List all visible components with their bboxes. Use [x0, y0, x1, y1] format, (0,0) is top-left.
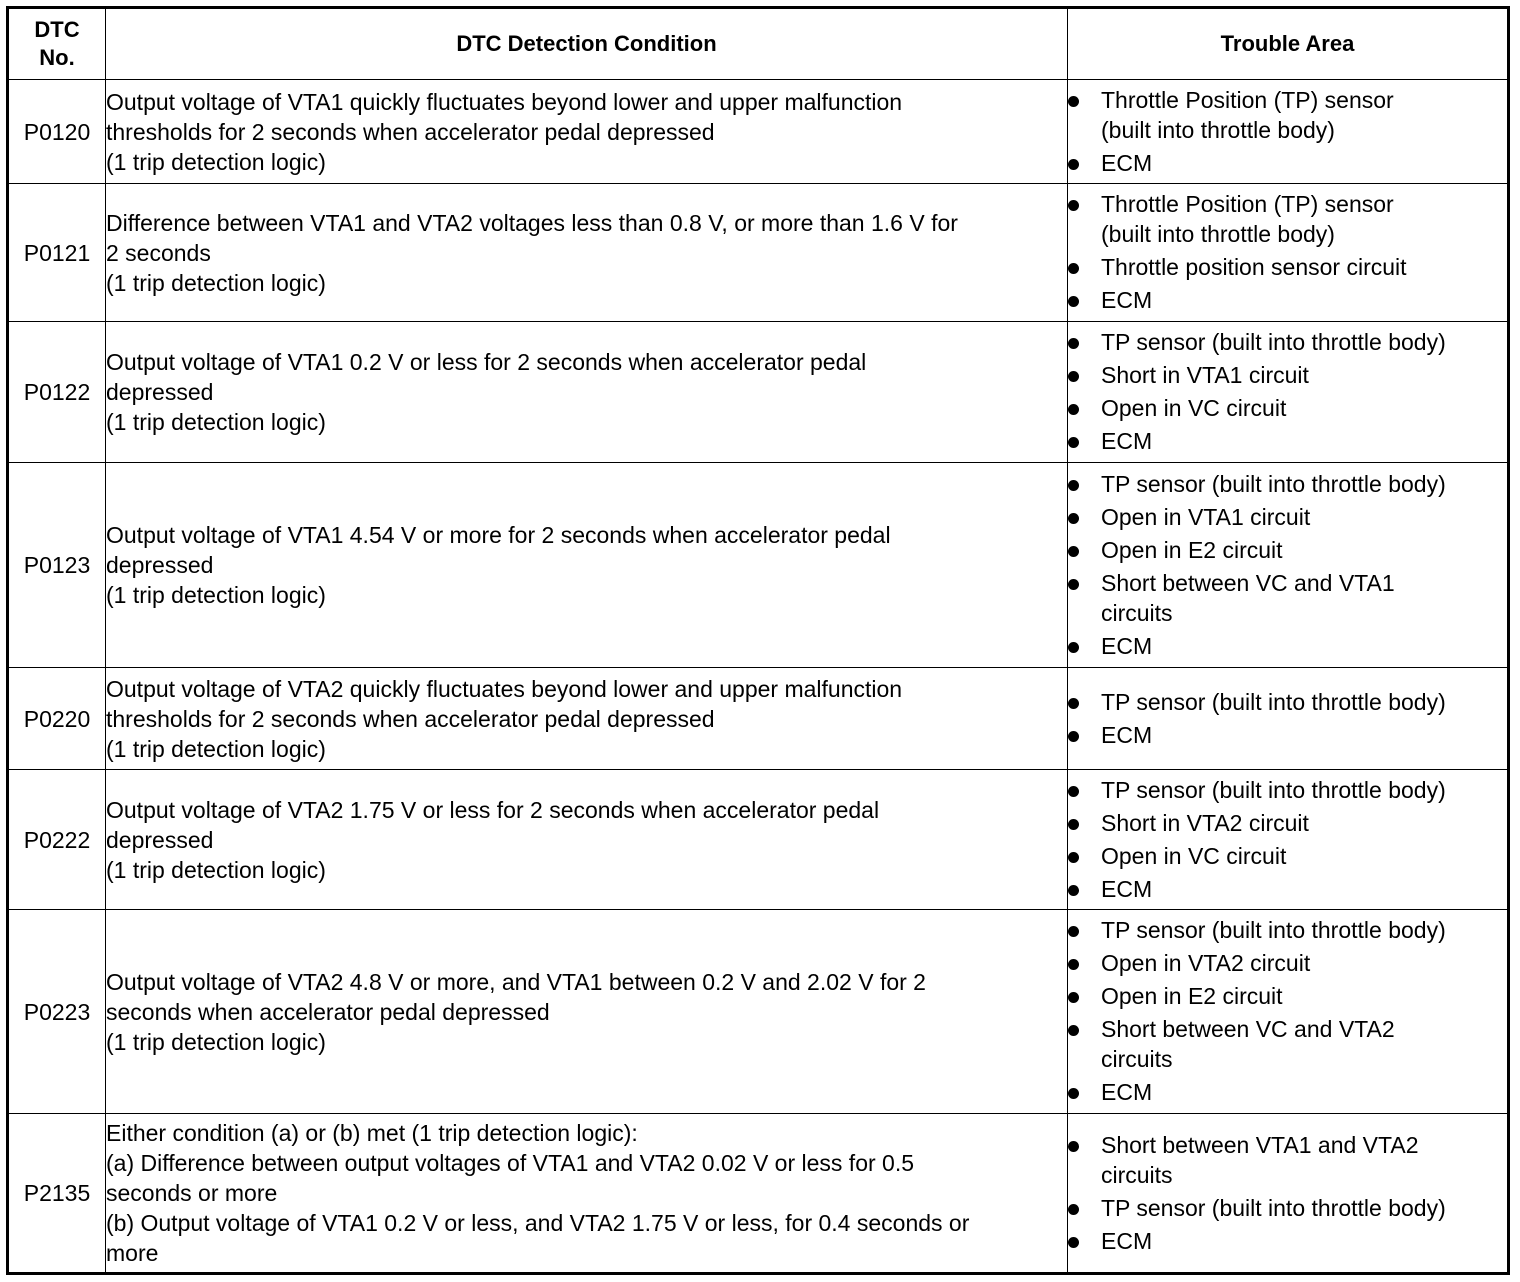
table-row [8, 463, 1509, 668]
trouble-area-text: ECM [1101, 632, 1153, 659]
list-item [1068, 1193, 1507, 1223]
bullet-icon [1068, 1237, 1079, 1248]
condition-line: (1 trip detection logic) [106, 269, 326, 296]
list-item [1068, 808, 1507, 838]
dtc-code: P0122 [8, 322, 106, 463]
bullet-icon [1068, 1025, 1079, 1036]
condition-line: (1 trip detection logic) [106, 735, 326, 762]
list-item [1068, 1077, 1507, 1107]
trouble-area-list [1068, 469, 1507, 661]
trouble-area [1068, 80, 1509, 184]
trouble-area-text: Open in VC circuit [1101, 395, 1287, 421]
trouble-area-text: TP sensor (built into throttle body) [1101, 329, 1446, 355]
trouble-area [1068, 910, 1509, 1114]
bullet-icon [1068, 263, 1079, 274]
trouble-area-text: circuits [1101, 1046, 1173, 1072]
trouble-area-list [1068, 1130, 1507, 1256]
list-item [1068, 502, 1507, 532]
list-item [1068, 568, 1507, 628]
table-row [8, 910, 1509, 1114]
list-item [1068, 841, 1507, 871]
detection-condition [106, 770, 1068, 910]
table-body [8, 80, 1509, 1274]
header-dtc-line2: No. [39, 45, 75, 70]
detection-condition [106, 910, 1068, 1114]
condition-line: thresholds for 2 seconds when accelerator pedal depressed [106, 118, 715, 145]
trouble-area-list [1068, 775, 1507, 904]
trouble-area-text: (built into throttle body) [1101, 221, 1335, 247]
trouble-area-text: TP sensor (built into throttle body) [1101, 917, 1446, 943]
trouble-area-list [1068, 915, 1507, 1107]
trouble-area-text: Open in E2 circuit [1101, 536, 1283, 563]
list-item [1068, 981, 1507, 1011]
condition-line: Output voltage of VTA2 quickly fluctuates beyond lower and upper malfunction [106, 675, 903, 702]
trouble-area-text: Open in E2 circuit [1101, 983, 1283, 1009]
bullet-icon [1068, 1088, 1079, 1099]
condition-line: Output voltage of VTA1 4.54 V or more for 2 seconds when accelerator pedal [106, 522, 891, 548]
condition-line: seconds when accelerator pedal depressed [106, 998, 550, 1025]
header-dtc-line1: DTC [34, 17, 80, 42]
trouble-area-text: ECM [1101, 875, 1153, 902]
bullet-icon [1068, 200, 1079, 211]
trouble-area-text: TP sensor (built into throttle body) [1101, 688, 1446, 715]
trouble-area-text: ECM [1101, 721, 1153, 748]
bullet-icon [1068, 371, 1079, 382]
trouble-area-text: ECM [1101, 428, 1153, 454]
condition-line: Either condition (a) or (b) met (1 trip detection logic): [106, 1120, 638, 1146]
list-item [1068, 469, 1507, 499]
header-trouble-area: Trouble Area [1068, 8, 1509, 80]
trouble-area-text: TP sensor (built into throttle body) [1101, 470, 1446, 497]
bullet-icon [1068, 159, 1079, 170]
condition-line: (b) Output voltage of VTA1 0.2 V or less, and VTA2 1.75 V or less, for 0.4 seconds or [106, 1210, 970, 1236]
table-row [8, 80, 1509, 184]
trouble-area [1068, 184, 1509, 322]
header-condition: DTC Detection Condition [106, 8, 1068, 80]
trouble-area-text: ECM [1101, 1227, 1153, 1254]
condition-line: thresholds for 2 seconds when accelerator pedal depressed [106, 705, 715, 732]
detection-condition [106, 463, 1068, 668]
dtc-code: P0121 [8, 184, 106, 322]
list-item [1068, 948, 1507, 978]
condition-line: depressed [106, 379, 214, 405]
bullet-icon [1068, 96, 1079, 107]
condition-line: Difference between VTA1 and VTA2 voltages less than 0.8 V, or more than 1.6 V for [106, 209, 958, 236]
bullet-icon [1068, 338, 1079, 349]
trouble-area [1068, 1114, 1509, 1274]
trouble-area [1068, 322, 1509, 463]
list-item [1068, 1014, 1507, 1074]
condition-line: seconds or more [106, 1180, 278, 1206]
bullet-icon [1068, 819, 1079, 830]
condition-line: (1 trip detection logic) [106, 148, 326, 175]
dtc-code: P0123 [8, 463, 106, 668]
condition-line: (a) Difference between output voltages of VTA1 and VTA2 0.02 V or less for 0.5 [106, 1150, 915, 1176]
condition-line: (1 trip detection logic) [106, 1028, 326, 1055]
dtc-table [6, 6, 1510, 1275]
trouble-area-text: Short between VC and VTA2 [1101, 1016, 1395, 1042]
condition-line: (1 trip detection logic) [106, 582, 326, 608]
detection-condition [106, 322, 1068, 463]
trouble-area-text: Throttle Position (TP) sensor [1101, 86, 1394, 113]
trouble-area-text: TP sensor (built into throttle body) [1101, 776, 1446, 803]
bullet-icon [1068, 731, 1079, 742]
trouble-area [1068, 668, 1509, 770]
bullet-icon [1068, 513, 1079, 524]
list-item [1068, 1130, 1507, 1190]
bullet-icon [1068, 642, 1079, 653]
detection-condition [106, 668, 1068, 770]
condition-line: more [106, 1240, 159, 1266]
trouble-area-list [1068, 327, 1507, 456]
trouble-area-text: circuits [1101, 599, 1173, 626]
list-item [1068, 720, 1507, 750]
table-row [8, 322, 1509, 463]
dtc-code: P0120 [8, 80, 106, 184]
trouble-area-text: ECM [1101, 1079, 1153, 1105]
trouble-area-text: ECM [1101, 149, 1153, 176]
bullet-icon [1068, 296, 1079, 307]
condition-line: Output voltage of VTA2 1.75 V or less for 2 seconds when accelerator pedal [106, 796, 880, 823]
bullet-icon [1068, 885, 1079, 896]
table-row [8, 668, 1509, 770]
condition-line: Output voltage of VTA1 quickly fluctuates beyond lower and upper malfunction [106, 88, 903, 115]
condition-line: Output voltage of VTA1 0.2 V or less for 2 seconds when accelerator pedal [106, 349, 867, 375]
list-item [1068, 426, 1507, 456]
list-item [1068, 687, 1507, 717]
list-item [1068, 252, 1507, 282]
bullet-icon [1068, 404, 1079, 415]
table-row [8, 770, 1509, 910]
trouble-area-list [1068, 85, 1507, 178]
detection-condition [106, 80, 1068, 184]
dtc-code: P0223 [8, 910, 106, 1114]
dtc-code: P0220 [8, 668, 106, 770]
bullet-icon [1068, 546, 1079, 557]
dtc-code: P0222 [8, 770, 106, 910]
list-item [1068, 85, 1507, 145]
detection-condition [106, 184, 1068, 322]
bullet-icon [1068, 1204, 1079, 1215]
list-item [1068, 775, 1507, 805]
trouble-area-text: Open in VC circuit [1101, 842, 1287, 869]
condition-line: (1 trip detection logic) [106, 856, 326, 883]
table-row [8, 1114, 1509, 1274]
bullet-icon [1068, 852, 1079, 863]
trouble-area-text: Throttle position sensor circuit [1101, 254, 1407, 280]
header-row [8, 8, 1509, 80]
header-dtc-no [8, 8, 106, 80]
condition-line: depressed [106, 552, 214, 578]
list-item [1068, 535, 1507, 565]
bullet-icon [1068, 579, 1079, 590]
list-item [1068, 148, 1507, 178]
trouble-area-text: Short in VTA1 circuit [1101, 362, 1309, 388]
list-item [1068, 874, 1507, 904]
dtc-code: P2135 [8, 1114, 106, 1274]
bullet-icon [1068, 437, 1079, 448]
trouble-area [1068, 770, 1509, 910]
trouble-area-text: Open in VTA2 circuit [1101, 950, 1311, 976]
list-item [1068, 189, 1507, 249]
trouble-area-list [1068, 687, 1507, 750]
trouble-area-text: ECM [1101, 287, 1153, 313]
bullet-icon [1068, 480, 1079, 491]
bullet-icon [1068, 698, 1079, 709]
bullet-icon [1068, 1141, 1079, 1152]
table-row [8, 184, 1509, 322]
condition-line: Output voltage of VTA2 4.8 V or more, and VTA1 between 0.2 V and 2.02 V for 2 [106, 968, 926, 995]
bullet-icon [1068, 992, 1079, 1003]
bullet-icon [1068, 786, 1079, 797]
trouble-area-text: TP sensor (built into throttle body) [1101, 1194, 1446, 1221]
trouble-area [1068, 463, 1509, 668]
trouble-area-text: circuits [1101, 1161, 1173, 1188]
list-item [1068, 327, 1507, 357]
detection-condition [106, 1114, 1068, 1274]
trouble-area-text: (built into throttle body) [1101, 116, 1335, 143]
list-item [1068, 915, 1507, 945]
list-item [1068, 393, 1507, 423]
condition-line: (1 trip detection logic) [106, 409, 326, 435]
trouble-area-text: Short between VC and VTA1 [1101, 569, 1395, 596]
trouble-area-text: Short between VTA1 and VTA2 [1101, 1131, 1419, 1158]
list-item [1068, 360, 1507, 390]
trouble-area-text: Throttle Position (TP) sensor [1101, 191, 1394, 217]
condition-line: 2 seconds [106, 239, 211, 266]
bullet-icon [1068, 926, 1079, 937]
bullet-icon [1068, 959, 1079, 970]
list-item [1068, 285, 1507, 315]
list-item [1068, 631, 1507, 661]
condition-line: depressed [106, 826, 214, 853]
trouble-area-text: Short in VTA2 circuit [1101, 809, 1309, 836]
list-item [1068, 1226, 1507, 1256]
trouble-area-list [1068, 189, 1507, 315]
trouble-area-text: Open in VTA1 circuit [1101, 503, 1311, 530]
